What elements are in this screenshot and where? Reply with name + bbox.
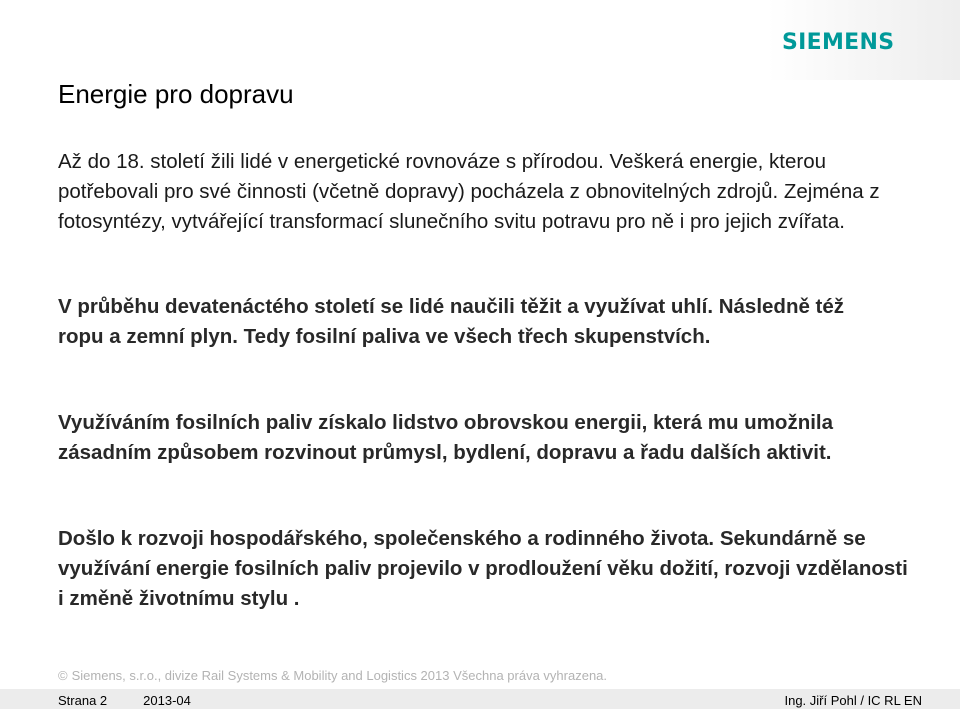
slide-date: 2013-04 [143,693,191,708]
copyright-text: Siemens, s.r.o., divize Rail Systems & Mobility and Logistics 2013 Všechna práva vyhrazena. [71,668,608,683]
paragraph-2: V průběhu devatenáctého století se lidé naučili těžit a využívat uhlí. Následně též ropu a zemní plyn. Tedy fosilní paliva ve všech třech skupenstvích. [58,295,845,348]
copyright-footer [58,668,607,683]
paragraph-1: Až do 18. století žili lidé v energetické rovnováze s přírodou. Veškerá energie, kterou potřebovali pro své činnosti (včetně dopravy) pocházela z obnovitelných zdrojů. Zejména z fotosyntézy, vytvářející transformací slunečního svitu potravu pro ně i pro jejich zvířata. [58,150,880,233]
copyright-icon: © [58,668,68,683]
slide-title: Energie pro dopravu [58,79,294,109]
page-number: Strana 2 [58,693,108,708]
paragraph-4: Došlo k rozvoji hospodářského, společenského a rodinného života. Sekundárně se využívání energie fosilních paliv projevilo v prodloužení věku dožití, rozvoji vzdělanosti i změně životnímu stylu . [58,527,908,610]
siemens-logo: SIEMENS [782,30,895,55]
page-info [58,693,191,708]
paragraph-3: Využíváním fosilních paliv získalo lidstvo obrovskou energii, která mu umožnila zásadním způsobem rozvinout průmysl, bydlení, dopravu a řadu dalších aktivit. [58,411,834,464]
author-label: Ing. Jiří Pohl / IC RL EN [784,693,922,708]
